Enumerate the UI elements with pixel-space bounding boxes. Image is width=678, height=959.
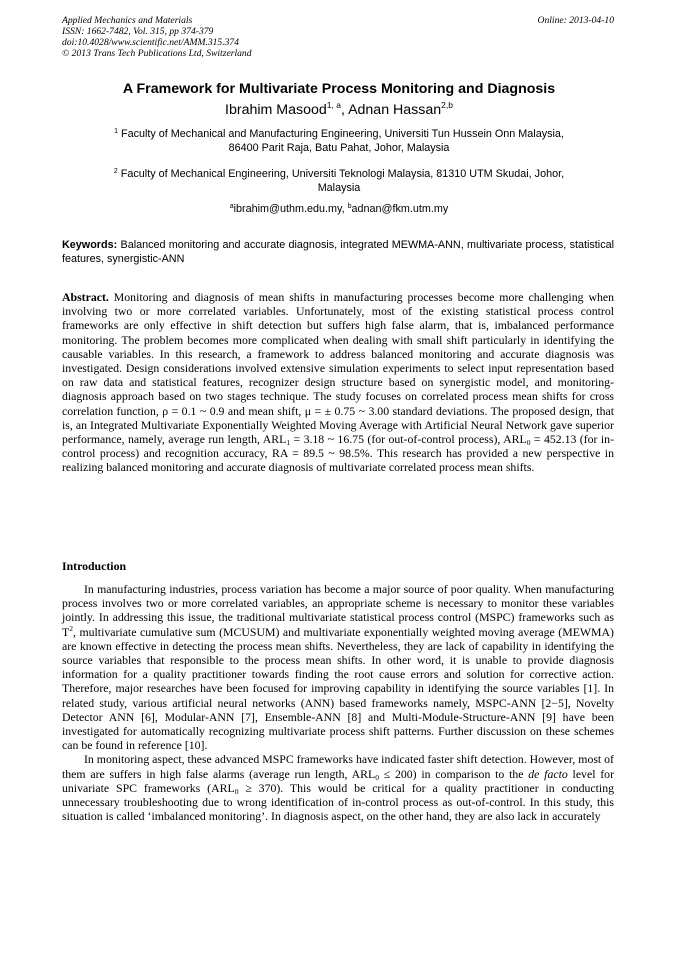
paragraph xyxy=(62,752,614,823)
paragraph-text: ≤ 200) in comparison to the xyxy=(378,766,529,781)
paragraph-text: level for univariate SPC frameworks (ARL xyxy=(62,766,614,795)
journal-doi: doi:10.4028/www.scientific.net/AMM.315.374 xyxy=(62,37,240,48)
abstract-text: = 3.18 ~ 16.75 (for out-of-control process), ARL xyxy=(290,432,527,447)
journal-issn: ISSN: 1662-7482, Vol. 315, pp 374-379 xyxy=(62,26,214,37)
author-affil-mark: 2,b xyxy=(441,100,453,110)
journal-header xyxy=(62,15,252,59)
italic-term: de facto xyxy=(528,766,568,781)
paragraph-text: ≥ 370). This would be critical for a quality practitioner in conducting unnecessary troubleshooting due to wrong identification of in-control process as out-of-control. In this study, this situation is called ‘imbalanced monitoring’. In diagnosis aspect, on the other hand, they are also lack in accurately xyxy=(62,780,614,824)
abstract-label: Abstract. xyxy=(62,290,109,304)
affiliation-number: 1 xyxy=(114,128,118,135)
email-mark: a xyxy=(229,203,234,210)
author-emails xyxy=(40,202,638,216)
affiliation-number: 2 xyxy=(113,168,118,175)
paragraph xyxy=(62,582,614,752)
email-mark: b xyxy=(347,203,352,210)
subscript: 0 xyxy=(526,438,531,448)
email-text: ibrahim@uthm.edu.my, xyxy=(233,203,348,215)
keywords xyxy=(62,238,614,266)
affiliation-line: Malaysia xyxy=(317,182,361,194)
author-separator: , xyxy=(340,102,349,118)
keywords-label: Keywords: xyxy=(62,239,118,251)
paragraph-text: In manufacturing industries, process variation has become a major source of poor quality. When manufacturing process involves two or more correlated variables, an appropriate scheme is necessary to monitor these variables jointly. In addressing this issue, the traditional multivariate statistical process control (MSPC) frameworks such as T xyxy=(62,582,614,639)
journal-copyright: © 2013 Trans Tech Publications Ltd, Switzerland xyxy=(62,48,252,59)
affiliation xyxy=(70,167,608,195)
superscript: 2 xyxy=(69,623,73,633)
affiliation-line: Faculty of Mechanical Engineering, Universiti Teknologi Malaysia, 81310 UTM Skudai, Johor, xyxy=(117,168,565,180)
affiliation xyxy=(70,127,608,155)
abstract-text: Monitoring and diagnosis of mean shifts in manufacturing processes become more challenging when involving two or more correlated variables. Unfortunately, most of the existing statistical process control frameworks are only effective in shift detection but suffers high false alarm, that is, imbalanced performance monitoring. The problem becomes more complicated when dealing with small shift particularly in identifying the causable variables. In this research, a framework to address balanced monitoring and accurate diagnosis was investigated. Design considerations involved extensive simulation experiments to select input representation based on raw data and statistical features, recognizer design structure based on synergistic model, and monitoring-diagnosis approach based on two stages technique. The study focuses on correlated process mean shifts for cross correlation function, ρ = 0.1 ~ 0.9 and mean shift, μ = ± 0.75 ~ 3.00 standard deviations. The proposed design, that is, an Integrated Multivariate Exponentially Weighted Moving Average with Artificial Neural Network gave superior performance, namely, average run length, ARL xyxy=(62,290,614,447)
keywords-text: Balanced monitoring and accurate diagnosis, integrated MEWMA-ANN, multivariate process, statistical features, synergistic-ANN xyxy=(62,239,614,265)
author-name: Ibrahim Masood xyxy=(225,102,327,118)
subscript: 0 xyxy=(234,786,239,796)
paper-title: A Framework for Multivariate Process Monitoring and Diagnosis xyxy=(122,81,556,97)
journal-name: Applied Mechanics and Materials xyxy=(62,15,193,26)
paragraph-text: In monitoring aspect, these advanced MSPC frameworks have indicated faster shift detection. However, most of them are suffers in high false alarms (average run length, ARL xyxy=(62,752,614,781)
email-text: adnan@fkm.utm.my xyxy=(351,203,449,215)
affiliation-line: Faculty of Mechanical and Manufacturing Engineering, Universiti Tun Hussein Onn Malaysia, xyxy=(118,128,564,140)
online-date: Online: 2013-04-10 xyxy=(537,15,614,26)
paragraph-text: , multivariate cumulative sum (MCUSUM) and multivariate exponentially weighted moving average (MEWMA) are known effective in detecting the process mean shifts. Nevertheless, they are lack of capability in identifying the source variables that responsible to the process mean shifts. In other word, it is unable to provide diagnosis information for a quality practitioner towards finding the root cause errors and solution for corrective action. Therefore, major researches have been focused for improving capability in identifying the source variables [1]. In related study, various artificial neural networks (ANN) based frameworks namely, MSPC-ANN [2−5], Novelty Detector ANN [6], Modular-ANN [7], Ensemble-ANN [8] and Multi-Module-Structure-ANN [9] have been investigated for automatically recognizing multivariate process shift patterns. Further discussion on these schemes can be found in reference [10]. xyxy=(62,624,614,753)
author-name: Adnan Hassan xyxy=(348,102,442,118)
subscript: 0 xyxy=(375,772,379,782)
introduction-body xyxy=(62,582,614,823)
author-affil-mark: 1, a xyxy=(326,100,341,110)
section-heading: Introduction xyxy=(62,559,127,573)
abstract xyxy=(62,290,614,475)
affiliation-line: 86400 Parit Raja, Batu Pahat, Johor, Malaysia xyxy=(228,142,450,154)
subscript: 1 xyxy=(286,438,291,448)
author-line xyxy=(40,101,638,119)
abstract-text: = 452.13 (for in-control process) and recognition accuracy, RA = 89.5 ~ 98.5%. This research has provided a new perspective in realizing balanced monitoring and accurate diagnosis of multivariate correlated process mean shifts. xyxy=(62,432,615,475)
